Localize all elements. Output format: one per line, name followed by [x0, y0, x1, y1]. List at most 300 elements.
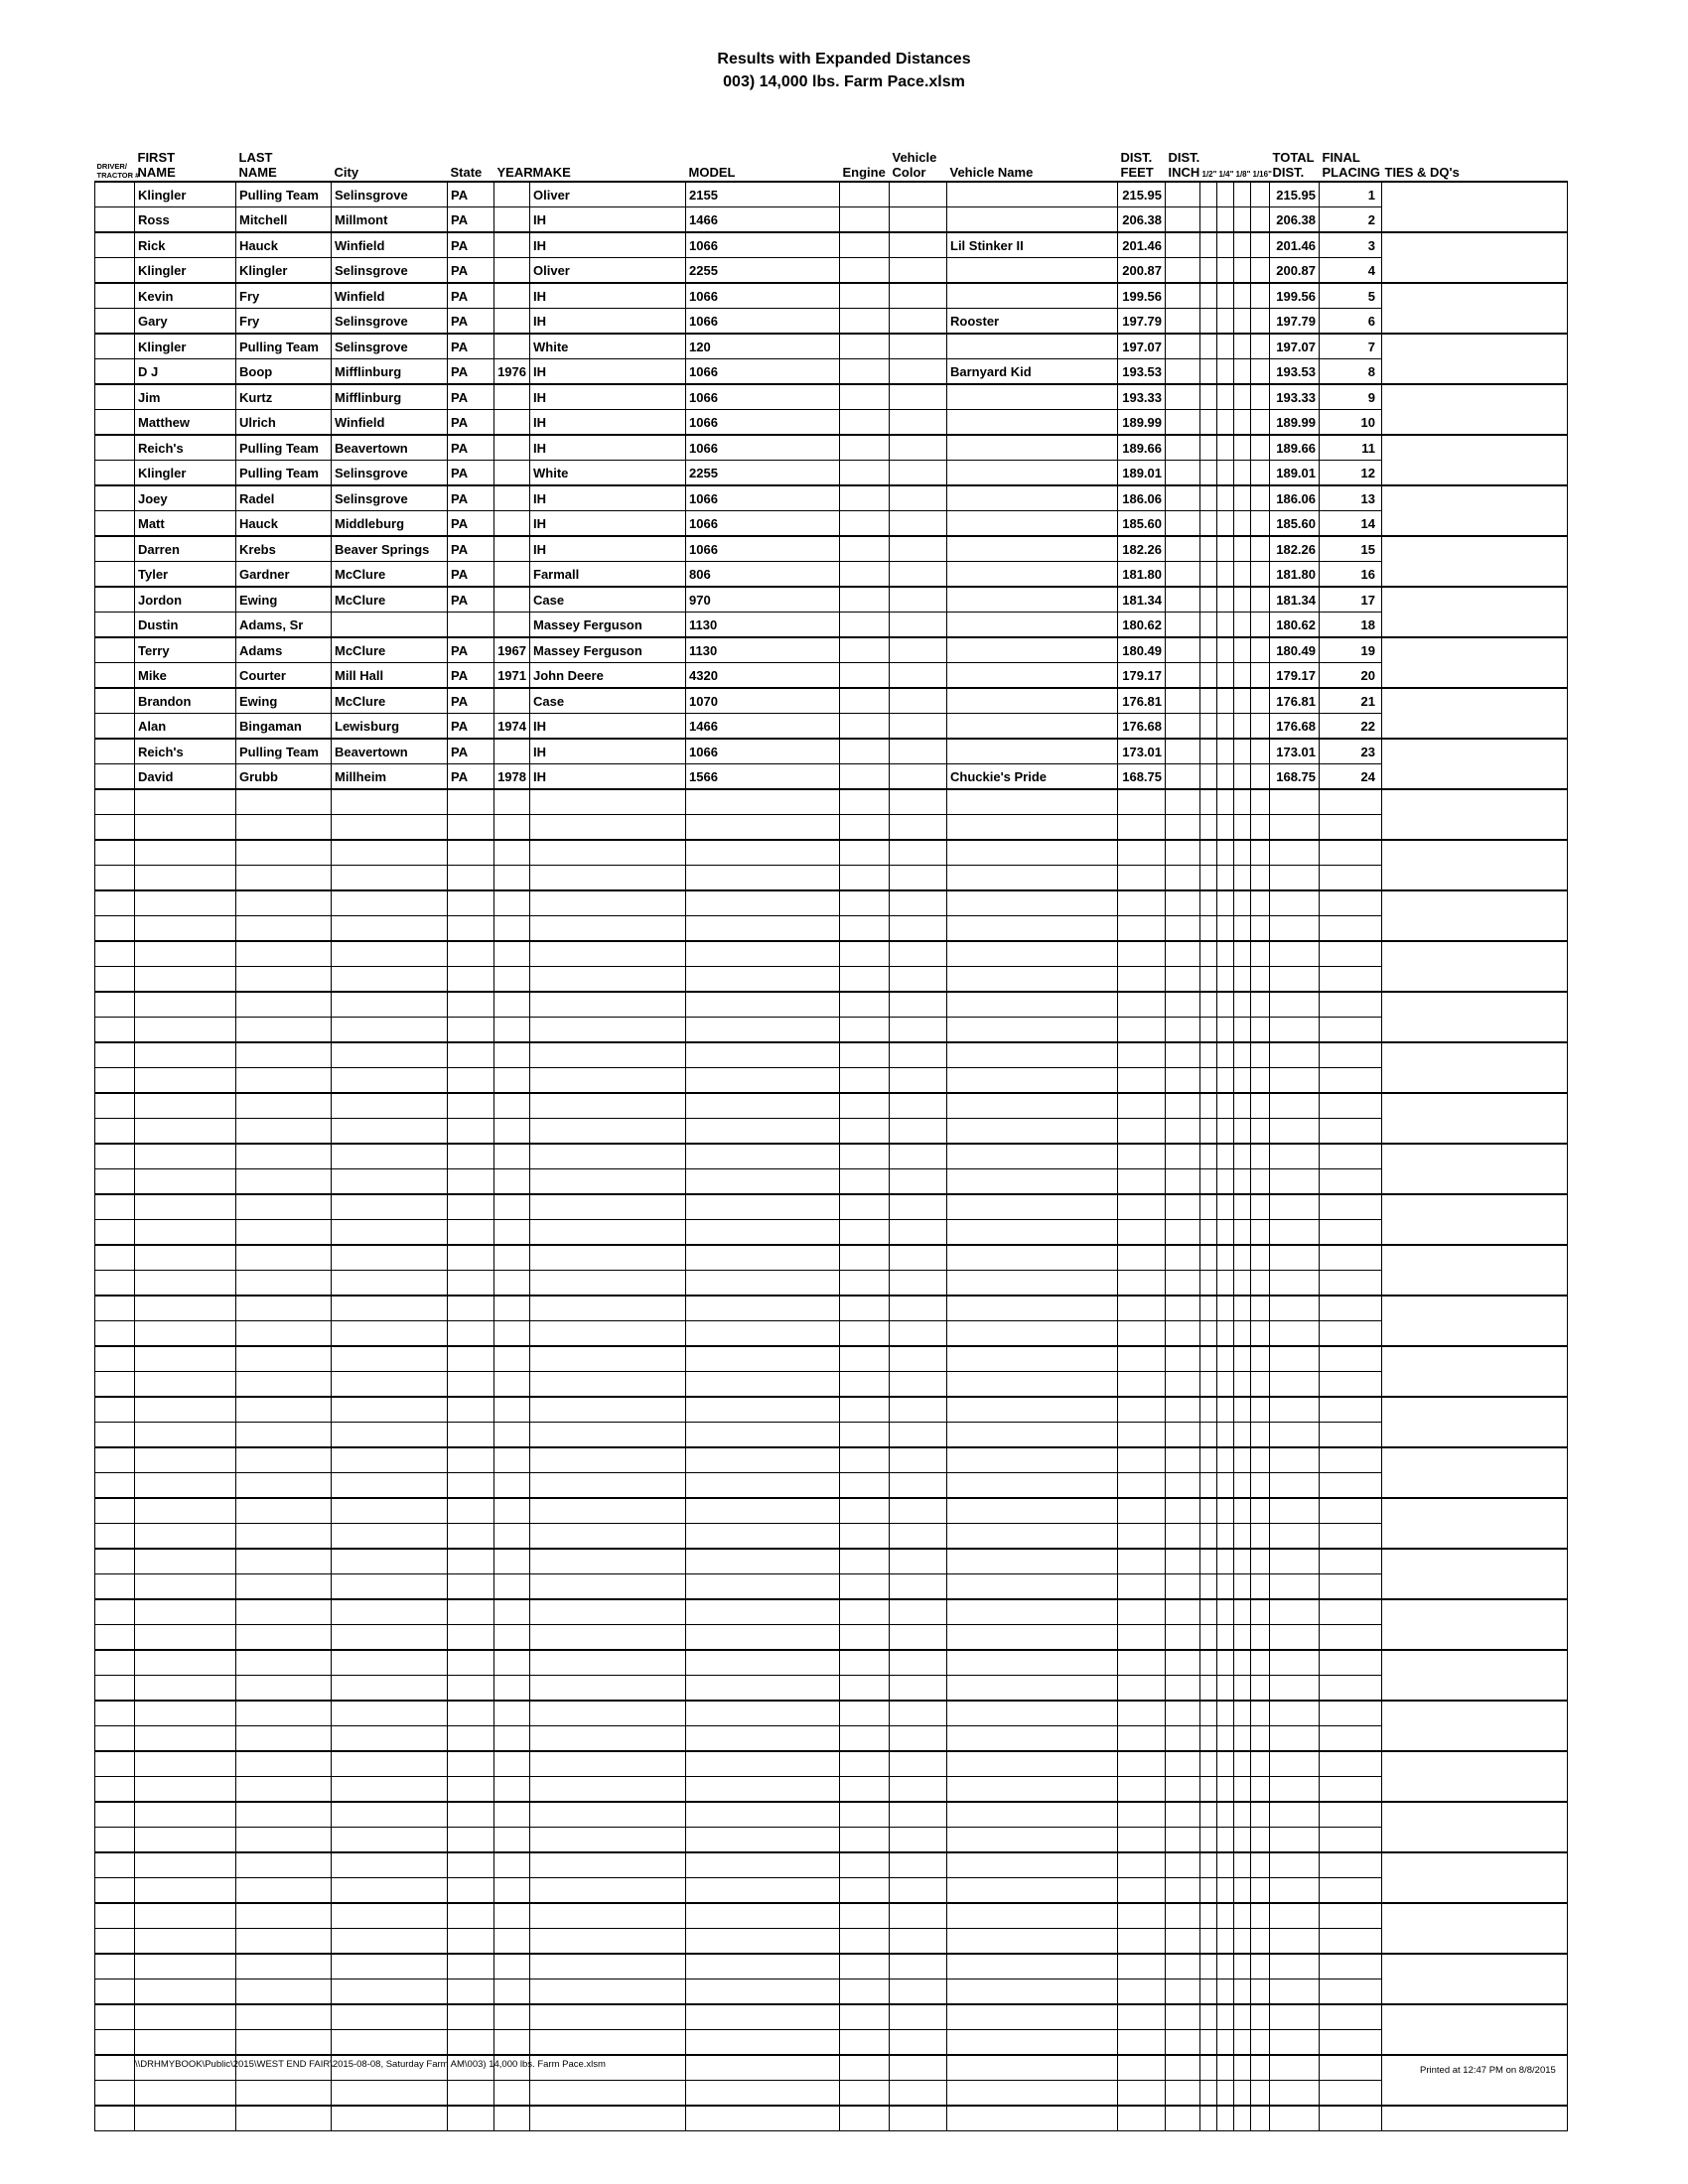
cell-dist_inch [1166, 1144, 1200, 1169]
cell-sixteenth [1251, 1979, 1270, 2005]
cell-dist_feet: 200.87 [1118, 258, 1166, 284]
empty-row [95, 1346, 1568, 1372]
cell-state: PA [448, 410, 494, 436]
cell-half [1200, 1397, 1217, 1423]
cell-last_name [236, 1473, 332, 1499]
cell-state [448, 1220, 494, 1246]
cell-city: Millmont [332, 207, 448, 233]
empty-row [95, 1296, 1568, 1321]
cell-city [332, 1194, 448, 1220]
cell-make: IH [530, 207, 686, 233]
cell-ties [1382, 258, 1568, 284]
cell-final_placing [1320, 1397, 1382, 1423]
cell-dist_inch [1166, 764, 1200, 790]
cell-eighth [1234, 232, 1251, 258]
cell-sixteenth [1251, 739, 1270, 764]
cell-engine [840, 1549, 890, 1574]
cell-state: PA [448, 232, 494, 258]
cell-eighth [1234, 1751, 1251, 1777]
cell-vehicle_name [947, 1878, 1118, 1904]
cell-model [686, 1878, 840, 1904]
cell-first_name [135, 2030, 236, 2056]
cell-year [494, 1194, 530, 1220]
empty-row [95, 2030, 1568, 2056]
cell-vehicle_color [890, 485, 947, 511]
cell-year [494, 941, 530, 967]
cell-final_placing: 12 [1320, 461, 1382, 486]
cell-total_dist [1270, 1878, 1320, 1904]
cell-dist_inch [1166, 663, 1200, 689]
table-row [95, 461, 1568, 486]
cell-ties [1382, 359, 1568, 385]
cell-ties [1382, 1296, 1568, 1321]
cell-eighth [1234, 1498, 1251, 1524]
cell-engine [840, 435, 890, 461]
cell-engine [840, 1979, 890, 2005]
cell-ties [1382, 1321, 1568, 1347]
cell-model: 120 [686, 334, 840, 359]
cell-half [1200, 967, 1217, 993]
header-label: TRACTOR # [96, 171, 140, 180]
cell-dist_inch [1166, 1220, 1200, 1246]
cell-make [530, 1802, 686, 1828]
cell-state [448, 1903, 494, 1929]
cell-sixteenth [1251, 840, 1270, 866]
cell-half [1200, 1346, 1217, 1372]
cell-sixteenth [1251, 1397, 1270, 1423]
cell-ties [1382, 1599, 1568, 1625]
cell-state [448, 1194, 494, 1220]
cell-engine [840, 688, 890, 714]
cell-model [686, 1119, 840, 1145]
cell-model: 1130 [686, 613, 840, 638]
cell-model [686, 1524, 840, 1550]
cell-make [530, 1751, 686, 1777]
cell-dist_inch [1166, 1346, 1200, 1372]
empty-row [95, 1878, 1568, 1904]
cell-state [448, 1397, 494, 1423]
cell-half [1200, 2106, 1217, 2131]
cell-half [1200, 916, 1217, 942]
cell-make [530, 1701, 686, 1726]
cell-last_name: Hauck [236, 511, 332, 537]
cell-total_dist: 181.34 [1270, 587, 1320, 613]
cell-last_name [236, 1423, 332, 1448]
cell-make: IH [530, 764, 686, 790]
cell-model [686, 1093, 840, 1119]
cell-city [332, 1372, 448, 1398]
cell-year [494, 1852, 530, 1878]
cell-vehicle_name [947, 1828, 1118, 1853]
cell-dist_inch [1166, 1018, 1200, 1043]
cell-city: Winfield [332, 232, 448, 258]
cell-vehicle_color [890, 688, 947, 714]
empty-row [95, 2081, 1568, 2107]
cell-dist_feet: 215.95 [1118, 182, 1166, 207]
cell-last_name: Grubb [236, 764, 332, 790]
cell-dist_feet: 199.56 [1118, 283, 1166, 309]
cell-state [448, 1802, 494, 1828]
cell-sixteenth [1251, 1093, 1270, 1119]
cell-vehicle_color [890, 2106, 947, 2131]
cell-quarter [1217, 1144, 1234, 1169]
cell-vehicle_name: Rooster [947, 309, 1118, 335]
cell-make: IH [530, 511, 686, 537]
cell-tractor [95, 511, 135, 537]
cell-vehicle_color [890, 1726, 947, 1752]
cell-total_dist [1270, 1701, 1320, 1726]
cell-city: Selinsgrove [332, 461, 448, 486]
cell-tractor [95, 1498, 135, 1524]
cell-dist_feet [1118, 1625, 1166, 1651]
cell-half [1200, 258, 1217, 284]
cell-make [530, 2106, 686, 2131]
cell-year [494, 739, 530, 764]
cell-city [332, 1751, 448, 1777]
cell-final_placing: 7 [1320, 334, 1382, 359]
cell-vehicle_name: Lil Stinker II [947, 232, 1118, 258]
cell-engine [840, 789, 890, 815]
cell-model: 1466 [686, 207, 840, 233]
cell-sixteenth [1251, 258, 1270, 284]
cell-dist_feet [1118, 1574, 1166, 1600]
cell-ties [1382, 1954, 1568, 1979]
cell-last_name [236, 1321, 332, 1347]
cell-model [686, 967, 840, 993]
empty-row [95, 1676, 1568, 1702]
cell-dist_feet [1118, 1169, 1166, 1195]
cell-dist_inch [1166, 2081, 1200, 2107]
cell-tractor [95, 789, 135, 815]
cell-first_name [135, 1042, 236, 1068]
cell-year [494, 1271, 530, 1297]
cell-city [332, 1524, 448, 1550]
cell-state: PA [448, 359, 494, 385]
cell-city [332, 613, 448, 638]
page-title [0, 48, 1688, 93]
cell-quarter [1217, 2030, 1234, 2056]
table-row [95, 258, 1568, 284]
cell-sixteenth [1251, 1878, 1270, 1904]
header-label: LAST [238, 150, 273, 165]
cell-final_placing [1320, 1777, 1382, 1803]
cell-vehicle_color [890, 461, 947, 486]
cell-ties [1382, 1169, 1568, 1195]
cell-last_name [236, 815, 332, 841]
header-cell-vehicle_color [890, 142, 947, 182]
cell-quarter [1217, 1676, 1234, 1702]
cell-make [530, 1625, 686, 1651]
cell-year [494, 435, 530, 461]
cell-half [1200, 1701, 1217, 1726]
cell-dist_feet [1118, 840, 1166, 866]
cell-half [1200, 1852, 1217, 1878]
cell-sixteenth [1251, 1929, 1270, 1955]
header-label: DIST. [1272, 165, 1305, 180]
cell-sixteenth [1251, 967, 1270, 993]
cell-make: Case [530, 688, 686, 714]
cell-quarter [1217, 587, 1234, 613]
cell-state [448, 1018, 494, 1043]
cell-sixteenth [1251, 334, 1270, 359]
cell-dist_feet: 189.66 [1118, 435, 1166, 461]
cell-vehicle_name [947, 283, 1118, 309]
cell-city [332, 1726, 448, 1752]
cell-first_name [135, 1169, 236, 1195]
cell-engine [840, 1852, 890, 1878]
cell-model: 1066 [686, 485, 840, 511]
cell-make [530, 1777, 686, 1803]
cell-half [1200, 1169, 1217, 1195]
cell-first_name [135, 2004, 236, 2030]
cell-first_name [135, 1144, 236, 1169]
cell-tractor [95, 1296, 135, 1321]
cell-final_placing: 15 [1320, 536, 1382, 562]
empty-row [95, 1498, 1568, 1524]
cell-eighth [1234, 890, 1251, 916]
cell-state [448, 1144, 494, 1169]
cell-year [494, 562, 530, 588]
cell-ties [1382, 1751, 1568, 1777]
cell-total_dist [1270, 2106, 1320, 2131]
cell-half [1200, 1524, 1217, 1550]
cell-dist_feet [1118, 1903, 1166, 1929]
cell-first_name: Gary [135, 309, 236, 335]
cell-total_dist: 199.56 [1270, 283, 1320, 309]
cell-vehicle_color [890, 815, 947, 841]
header-cell-dist_feet [1118, 142, 1166, 182]
cell-total_dist [1270, 1574, 1320, 1600]
header-cell-first_name [135, 142, 236, 182]
cell-engine [840, 1524, 890, 1550]
cell-tractor [95, 1726, 135, 1752]
cell-make: IH [530, 410, 686, 436]
cell-vehicle_name [947, 2081, 1118, 2107]
cell-ties [1382, 637, 1568, 663]
cell-tractor [95, 1852, 135, 1878]
cell-vehicle_name [947, 182, 1118, 207]
cell-model: 1066 [686, 410, 840, 436]
cell-year: 1976 [494, 359, 530, 385]
cell-dist_feet [1118, 1296, 1166, 1321]
cell-quarter [1217, 1828, 1234, 1853]
cell-vehicle_name [947, 1852, 1118, 1878]
cell-make [530, 1271, 686, 1297]
cell-first_name [135, 1245, 236, 1271]
cell-dist_inch [1166, 334, 1200, 359]
cell-first_name [135, 1701, 236, 1726]
cell-year [494, 258, 530, 284]
cell-year [494, 283, 530, 309]
cell-last_name [236, 1751, 332, 1777]
cell-quarter [1217, 1397, 1234, 1423]
cell-ties [1382, 1828, 1568, 1853]
cell-final_placing: 17 [1320, 587, 1382, 613]
cell-total_dist: 185.60 [1270, 511, 1320, 537]
cell-tractor [95, 2030, 135, 2056]
cell-year [494, 1751, 530, 1777]
cell-model [686, 1144, 840, 1169]
cell-vehicle_name [947, 1498, 1118, 1524]
cell-make [530, 890, 686, 916]
cell-total_dist: 179.17 [1270, 663, 1320, 689]
empty-row [95, 1625, 1568, 1651]
cell-year [494, 967, 530, 993]
cell-dist_feet [1118, 1346, 1166, 1372]
cell-vehicle_color [890, 232, 947, 258]
cell-city [332, 1676, 448, 1702]
cell-engine [840, 941, 890, 967]
cell-vehicle_color [890, 1321, 947, 1347]
cell-last_name [236, 1777, 332, 1803]
cell-first_name: Reich's [135, 435, 236, 461]
cell-model [686, 1751, 840, 1777]
cell-last_name [236, 1878, 332, 1904]
cell-quarter [1217, 283, 1234, 309]
cell-sixteenth [1251, 815, 1270, 841]
cell-vehicle_name [947, 511, 1118, 537]
cell-quarter [1217, 309, 1234, 335]
cell-half [1200, 1903, 1217, 1929]
cell-vehicle_color [890, 1802, 947, 1828]
cell-first_name [135, 1296, 236, 1321]
cell-vehicle_name [947, 1726, 1118, 1752]
empty-row [95, 1423, 1568, 1448]
cell-dist_inch [1166, 309, 1200, 335]
cell-dist_inch [1166, 359, 1200, 385]
cell-last_name [236, 1625, 332, 1651]
cell-final_placing: 1 [1320, 182, 1382, 207]
cell-tractor [95, 1447, 135, 1473]
cell-city [332, 815, 448, 841]
cell-year [494, 688, 530, 714]
cell-ties [1382, 334, 1568, 359]
cell-eighth [1234, 714, 1251, 740]
cell-vehicle_name [947, 739, 1118, 764]
cell-dist_feet: 197.07 [1118, 334, 1166, 359]
cell-final_placing: 14 [1320, 511, 1382, 537]
cell-vehicle_color [890, 941, 947, 967]
cell-vehicle_color [890, 1878, 947, 1904]
cell-eighth [1234, 1397, 1251, 1423]
cell-tractor [95, 435, 135, 461]
cell-last_name: Ewing [236, 688, 332, 714]
cell-first_name [135, 992, 236, 1018]
cell-make [530, 1119, 686, 1145]
cell-total_dist [1270, 2030, 1320, 2056]
cell-first_name [135, 1650, 236, 1676]
cell-final_placing: 4 [1320, 258, 1382, 284]
cell-dist_inch [1166, 1726, 1200, 1752]
cell-engine [840, 967, 890, 993]
cell-sixteenth [1251, 1321, 1270, 1347]
cell-total_dist [1270, 1625, 1320, 1651]
cell-sixteenth [1251, 992, 1270, 1018]
cell-first_name [135, 1473, 236, 1499]
cell-engine [840, 1828, 890, 1853]
cell-half [1200, 485, 1217, 511]
cell-vehicle_color [890, 435, 947, 461]
cell-state [448, 890, 494, 916]
cell-final_placing [1320, 1447, 1382, 1473]
cell-engine [840, 890, 890, 916]
cell-make [530, 1018, 686, 1043]
cell-first_name [135, 941, 236, 967]
cell-year [494, 1372, 530, 1398]
cell-ties [1382, 1042, 1568, 1068]
cell-tractor [95, 1903, 135, 1929]
cell-year [494, 1397, 530, 1423]
cell-make: IH [530, 485, 686, 511]
cell-dist_feet [1118, 1321, 1166, 1347]
cell-vehicle_name [947, 1954, 1118, 1979]
cell-eighth [1234, 1929, 1251, 1955]
cell-model [686, 1271, 840, 1297]
footer-printed-timestamp: Printed at 12:47 PM on 8/8/2015 [1420, 2065, 1556, 2076]
cell-first_name: Matthew [135, 410, 236, 436]
cell-tractor [95, 232, 135, 258]
cell-total_dist [1270, 1321, 1320, 1347]
cell-ties [1382, 1726, 1568, 1752]
cell-year [494, 1296, 530, 1321]
cell-final_placing: 6 [1320, 309, 1382, 335]
cell-total_dist [1270, 815, 1320, 841]
cell-eighth [1234, 688, 1251, 714]
cell-quarter [1217, 1599, 1234, 1625]
cell-engine [840, 1473, 890, 1499]
cell-ties [1382, 2004, 1568, 2030]
cell-ties [1382, 1346, 1568, 1372]
cell-eighth [1234, 334, 1251, 359]
cell-sixteenth [1251, 2106, 1270, 2131]
cell-engine [840, 1346, 890, 1372]
cell-engine [840, 1954, 890, 1979]
cell-model [686, 815, 840, 841]
cell-state [448, 1650, 494, 1676]
cell-engine [840, 1042, 890, 1068]
cell-city [332, 1979, 448, 2005]
cell-first_name [135, 2106, 236, 2131]
cell-ties [1382, 1018, 1568, 1043]
cell-half [1200, 789, 1217, 815]
cell-sixteenth [1251, 688, 1270, 714]
cell-sixteenth [1251, 1676, 1270, 1702]
cell-total_dist [1270, 1296, 1320, 1321]
cell-half [1200, 2030, 1217, 2056]
cell-city [332, 1042, 448, 1068]
cell-eighth [1234, 1119, 1251, 1145]
cell-half [1200, 587, 1217, 613]
cell-last_name [236, 1599, 332, 1625]
empty-row [95, 1144, 1568, 1169]
cell-vehicle_color [890, 1169, 947, 1195]
cell-engine [840, 1701, 890, 1726]
cell-quarter [1217, 1093, 1234, 1119]
cell-model [686, 1929, 840, 1955]
cell-ties [1382, 511, 1568, 537]
cell-vehicle_color [890, 1119, 947, 1145]
cell-vehicle_color [890, 536, 947, 562]
cell-engine [840, 1878, 890, 1904]
cell-vehicle_name [947, 1144, 1118, 1169]
cell-year [494, 1828, 530, 1853]
cell-last_name [236, 1296, 332, 1321]
cell-dist_inch [1166, 916, 1200, 942]
cell-tractor [95, 941, 135, 967]
cell-ties [1382, 587, 1568, 613]
cell-state: PA [448, 485, 494, 511]
cell-eighth [1234, 359, 1251, 385]
